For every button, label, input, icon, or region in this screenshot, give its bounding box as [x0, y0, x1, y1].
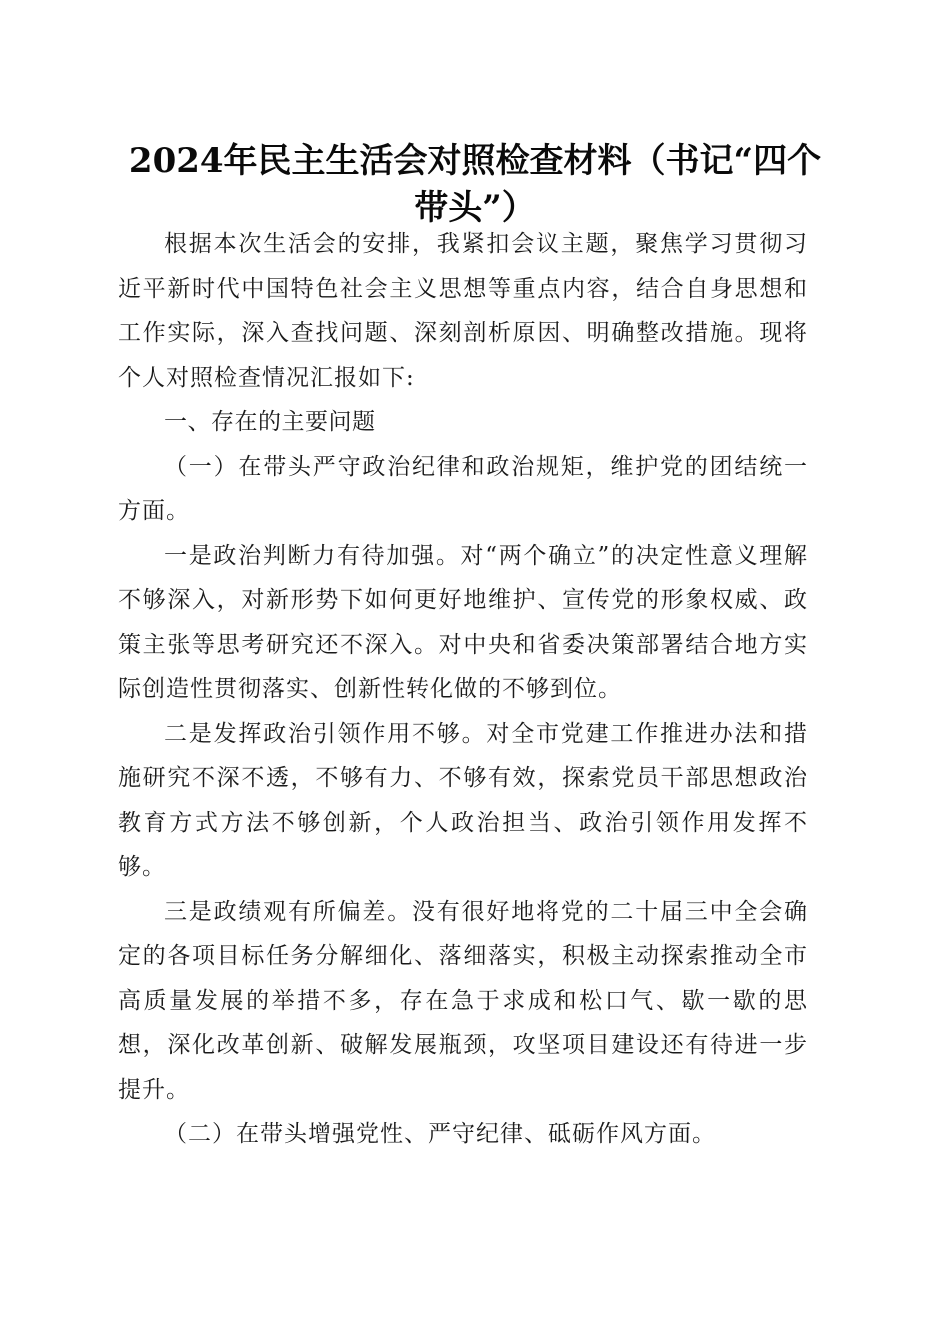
subsection-heading-2: （二）在带头增强党性、严守纪律、砥砺作风方面。 — [164, 1121, 716, 1147]
body-paragraph: 三是政绩观有所偏差。没有很好地将党的二十届三中全会确定的各项目标任务分解细化、落细落实，积极主动探索推动全市高质量发展的举措不多，存在急于求成和松口气、歇一歇的思想，深化改革创新、破解发展瓶颈，攻坚项目建设还有待进一步提升。 — [118, 898, 808, 1103]
section-heading-main-problems: 一、存在的主要问题 — [164, 409, 376, 435]
document-body — [118, 222, 808, 1157]
subsection-heading-1: （一）在带头严守政治纪律和政治规矩，维护党的团结统一方面。 — [118, 453, 808, 524]
body-paragraph: 二是发挥政治引领作用不够。对全市党建工作推进办法和措施研究不深不透，不够有力、不够有效，探索党员干部思想政治教育方式方法不够创新，个人政治担当、政治引领作用发挥不够。 — [118, 720, 808, 880]
intro-paragraph: 根据本次生活会的安排，我紧扣会议主题，聚焦学习贯彻习近平新时代中国特色社会主义思想等重点内容，结合自身思想和工作实际，深入查找问题、深刻剖析原因、明确整改措施。现将个人对照检查情况汇报如下: — [118, 231, 808, 391]
body-paragraph: 一是政治判断力有待加强。对“两个确立”的决定性意义理解不够深入，对新形势下如何更好地维护、宣传党的形象权威、政策主张等思考研究还不深入。对中央和省委决策部署结合地方实际创造性贯彻落实、创新性转化做的不够到位。 — [118, 542, 808, 702]
document-title: 2024年民主生活会对照检查材料（书记“四个带头”） — [128, 141, 822, 228]
